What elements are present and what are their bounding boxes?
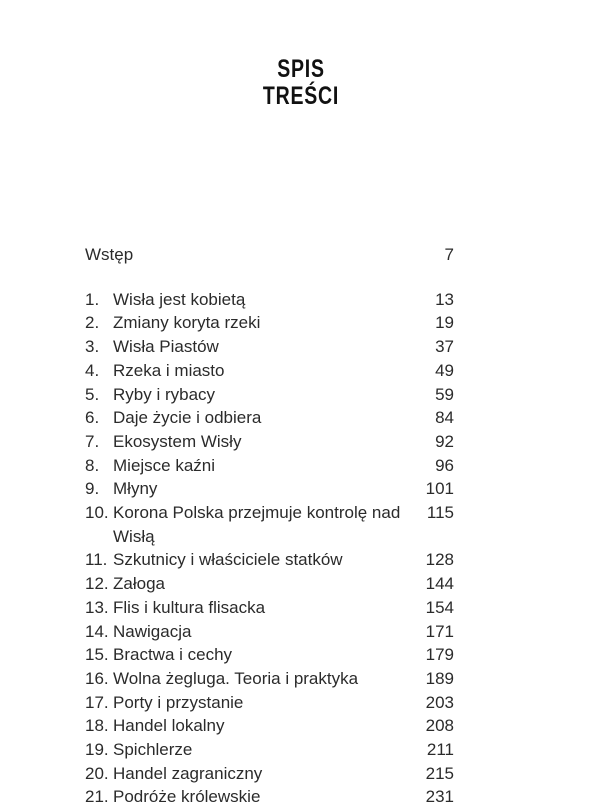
- entry-title: Nawigacja: [113, 621, 192, 641]
- entry-title: Miejsce kaźni: [113, 455, 216, 475]
- toc-entry-row: [85, 359, 454, 383]
- toc-entry-row: [85, 288, 454, 312]
- entry-number: 15.: [85, 645, 109, 665]
- entry-title: Spichlerze: [113, 740, 193, 760]
- entry-page: 92: [435, 431, 454, 451]
- entry-number: 14.: [85, 621, 109, 641]
- entry-title: Daje życie i odbiera: [113, 408, 262, 428]
- entry-page: 231: [425, 787, 454, 805]
- entry-page: 128: [425, 550, 454, 570]
- entry-title: Ryby i rybacy: [113, 384, 216, 404]
- entry-title: Wisła jest kobietą: [113, 289, 246, 309]
- entry-title: Rzeka i miasto: [113, 360, 225, 380]
- entry-number: 11.: [85, 550, 108, 570]
- entry-title: Korona Polska przejmuje kontrolę nad Wisłą: [113, 503, 401, 546]
- entry-number: 12.: [85, 574, 109, 594]
- toc-entry-row: [85, 548, 454, 572]
- entry-title: Bractwa i cechy: [113, 645, 233, 665]
- entry-title: Porty i przystanie: [113, 692, 244, 712]
- toc-entry-row: [85, 691, 454, 715]
- entry-number: 9.: [85, 479, 100, 499]
- entry-page: 144: [425, 574, 454, 594]
- entry-page: 49: [435, 360, 454, 380]
- toc-entry-row: [85, 714, 454, 738]
- entry-title: Wolna żegluga. Teoria i praktyka: [113, 668, 359, 688]
- entry-number: 17.: [85, 692, 109, 712]
- entry-page: 171: [425, 621, 454, 641]
- entry-number: 5.: [85, 384, 100, 404]
- page-title: [66, 56, 536, 110]
- toc-entry-row: [85, 762, 454, 786]
- entry-page: 59: [435, 384, 454, 404]
- entry-page: 211: [426, 740, 454, 760]
- toc-entry-row: [85, 430, 454, 454]
- entry-title: Flis i kultura flisacka: [113, 597, 266, 617]
- entry-page: 101: [425, 479, 454, 499]
- entry-number: 6.: [85, 408, 100, 428]
- entry-page: 19: [435, 313, 454, 333]
- entry-title: Zmiany koryta rzeki: [113, 313, 261, 333]
- table-of-contents: [85, 243, 454, 805]
- toc-entry-row: [85, 454, 454, 478]
- entry-page: 7: [444, 245, 454, 264]
- entry-page: 84: [435, 408, 454, 428]
- entry-number: 19.: [85, 740, 109, 760]
- toc-entry-row: [85, 596, 454, 620]
- toc-entry-row: [85, 620, 454, 644]
- entry-number: 1.: [85, 289, 100, 309]
- entry-number: 13.: [85, 597, 109, 617]
- entry-title: Podróże królewskie: [113, 787, 261, 805]
- entry-number: 18.: [85, 716, 109, 736]
- entry-number: 4.: [85, 360, 100, 380]
- entry-number: 7.: [85, 431, 100, 451]
- toc-entries: [85, 288, 454, 805]
- toc-intro-row: [85, 243, 454, 267]
- toc-entry-row: [85, 667, 454, 691]
- entry-page: 37: [435, 337, 454, 357]
- toc-entry-row: [85, 572, 454, 596]
- toc-entry-row: [85, 477, 454, 501]
- entry-page: 154: [425, 597, 454, 617]
- toc-entry-row: [85, 335, 454, 359]
- toc-entry-row: [85, 738, 454, 762]
- entry-title: Handel zagraniczny: [113, 763, 263, 783]
- entry-number: 20.: [85, 763, 109, 783]
- entry-number: 10.: [85, 503, 109, 523]
- page-title-line1: SPIS: [277, 55, 325, 83]
- entry-number: 2.: [85, 313, 100, 333]
- entry-page: 179: [425, 645, 454, 665]
- entry-number: 8.: [85, 455, 100, 475]
- toc-entry-row: [85, 501, 454, 548]
- entry-title: Szkutnicy i właściciele statków: [113, 550, 343, 570]
- entry-number: 16.: [85, 668, 109, 688]
- entry-page: 13: [435, 289, 454, 309]
- entry-title: Ekosystem Wisły: [113, 431, 242, 451]
- toc-entry-row: [85, 383, 454, 407]
- entry-title: Handel lokalny: [113, 716, 225, 736]
- entry-title: Wisła Piastów: [113, 337, 219, 357]
- entry-title: Wstęp: [85, 245, 134, 264]
- entry-title: Załoga: [113, 574, 165, 594]
- entry-number: 21.: [85, 787, 109, 805]
- entry-title: Młyny: [113, 479, 158, 499]
- toc-entry-row: [85, 406, 454, 430]
- entry-number: 3.: [85, 337, 100, 357]
- entry-page: 115: [426, 503, 454, 523]
- page-title-line2: TREŚCI: [262, 82, 340, 110]
- entry-page: 189: [425, 668, 454, 688]
- entry-page: 203: [425, 692, 454, 712]
- toc-entry-row: [85, 311, 454, 335]
- entry-page: 215: [425, 763, 454, 783]
- toc-entry-row: [85, 643, 454, 667]
- toc-entry-row: [85, 785, 454, 805]
- entry-page: 208: [425, 716, 454, 736]
- entry-page: 96: [435, 455, 454, 475]
